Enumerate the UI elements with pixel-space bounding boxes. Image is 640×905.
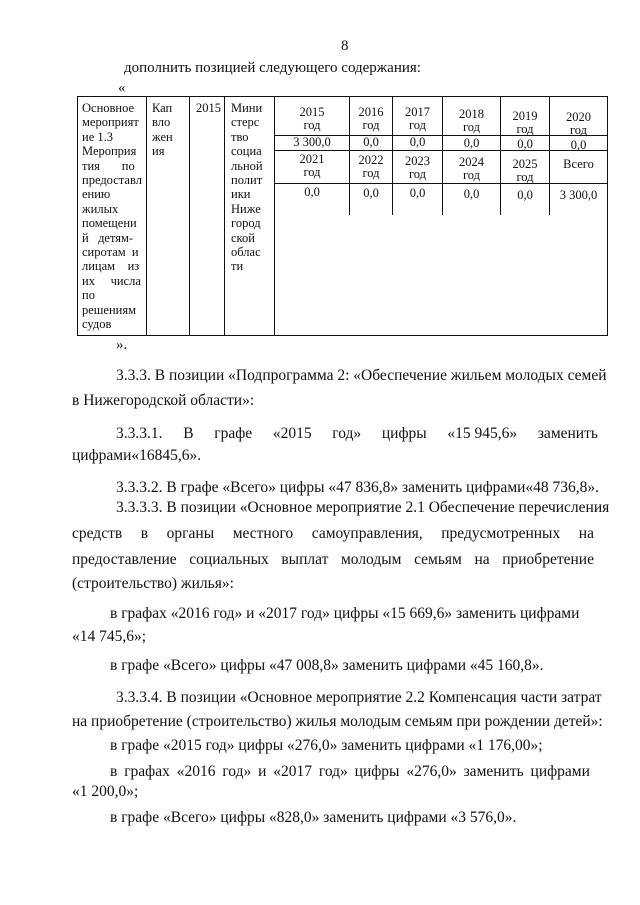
value-cell: 0,0: [517, 188, 533, 202]
year-header: 2022 год: [358, 153, 384, 180]
page-number: 8: [341, 38, 349, 54]
value-cell: 0,0: [304, 185, 320, 199]
value-cell: 0,0: [570, 138, 587, 152]
paragraph-3-3-3-4-b-line2: «1 200,0»;: [72, 783, 139, 800]
opening-quote: «: [118, 80, 126, 96]
value-cell: 0,0: [463, 187, 480, 201]
value-cell: 0,0: [517, 137, 533, 151]
paragraph-3-3-3-4-b-line1: в графах «2016 год» и «2017 год» цифры «276,0» заменить цифрами: [110, 763, 590, 780]
year-header: 2016 год: [358, 105, 384, 132]
amendment-table: [77, 96, 608, 336]
year-header: Всего: [563, 157, 594, 171]
intro-line: дополнить позицией следующего содержания:: [124, 60, 421, 76]
value-cell: 0,0: [363, 186, 379, 200]
paragraph-3-3-3-line2: в Нижегородской области»:: [72, 392, 255, 409]
year-header: 2023 год: [405, 154, 430, 181]
year-header: 2020 год: [566, 110, 591, 137]
paragraph-3-3-3-4-c: в графе «Всего» цифры «828,0» заменить цифрами «3 576,0».: [110, 809, 517, 826]
paragraph-3-3-3-4-line1: 3.3.3.4. В позиции «Основное мероприятие 2.2 Компенсация части затрат: [116, 689, 602, 706]
paragraph-3-3-3-1-line1: 3.3.3.1. В графе «2015 год» цифры «15 945,6» заменить: [116, 425, 598, 442]
paragraph-3-3-3-3-b: в графе «Всего» цифры «47 008,8» заменить цифрами «45 160,8».: [110, 657, 544, 674]
paragraph-3-3-3-4-a: в графе «2015 год» цифры «276,0» заменить цифрами «1 176,00»;: [110, 737, 543, 754]
paragraph-3-3-3-2: 3.3.3.2. В графе «Всего» цифры «47 836,8» заменить цифрами«48 736,8».: [116, 479, 600, 496]
paragraph-3-3-3-1-line2: цифрами«16845,6».: [72, 447, 202, 464]
year-header: 2015 год: [299, 105, 325, 132]
value-cell: 3 300,0: [559, 188, 598, 202]
year-header: 2025 год: [512, 157, 538, 184]
year-header: 2018 год: [459, 107, 484, 134]
paragraph-3-3-3-4-line2: на приобретение (строительство) жилья молодым семьям при рождении детей»:: [72, 713, 603, 730]
paragraph-3-3-3-3-line1: 3.3.3.3. В позиции «Основное мероприятие 2.1 Обеспечение перечисления: [116, 499, 610, 516]
paragraph-3-3-3-3-line2: средств в органы местного самоуправления, предусмотренных на: [72, 525, 594, 542]
year-header: 2017 год: [405, 105, 430, 132]
event-name: Основное мероприят ие 1.3 Мероприя тия по предоставл ению жилых помещени й детям- сиротам и лицам из их числа по решениям судов: [82, 101, 142, 332]
year-header: 2021 год: [299, 152, 325, 179]
year-header: 2024 год: [459, 155, 484, 182]
closing-quote: ».: [116, 337, 128, 353]
value-cell: 3 300,0: [293, 135, 331, 149]
year-header: 2019 год: [512, 109, 538, 136]
paragraph-3-3-3-3-line3: предоставление социальных выплат молодым семьям на приобретение: [72, 551, 594, 568]
value-cell: 0,0: [409, 186, 426, 200]
paragraph-3-3-3-line1: 3.3.3. В позиции «Подпрограмма 2: «Обеспечение жильем молодых семей: [116, 367, 607, 384]
value-cell: 0,0: [363, 135, 379, 149]
paragraph-3-3-3-3-a-line2: «14 745,6»;: [72, 628, 147, 645]
paragraph-3-3-3-3-line4: (строительство) жилья»:: [72, 575, 234, 592]
paragraph-3-3-3-3-a-line1: в графах «2016 год» и «2017 год» цифры «15 669,6» заменить цифрами: [110, 605, 580, 622]
value-cell: 0,0: [463, 136, 480, 150]
expense-category: Кап вло жен ия: [152, 101, 173, 159]
responsible-ministry: Мини стерс тво социа льной полит ики Ниже город ской облас ти: [231, 101, 263, 274]
value-cell: 0,0: [409, 135, 426, 149]
start-year: 2015: [196, 101, 221, 115]
